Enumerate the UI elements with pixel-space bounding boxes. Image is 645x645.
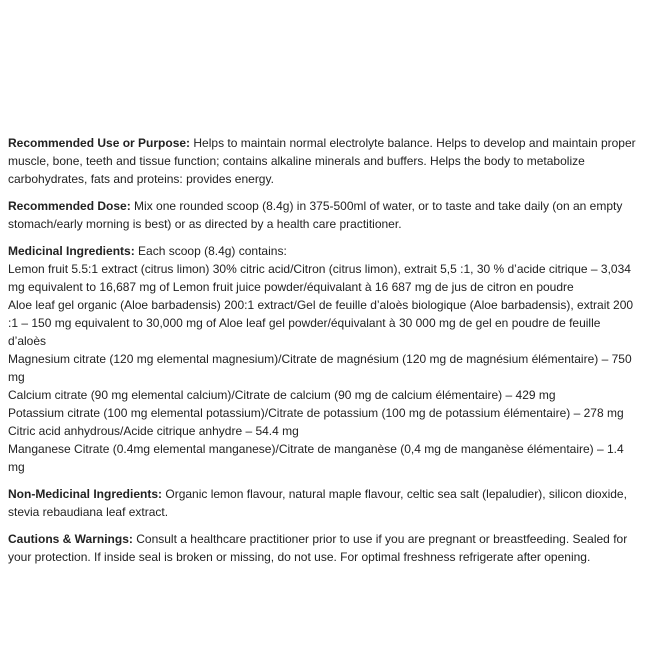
medicinal-ingredients-intro: Each scoop (8.4g) contains: — [138, 244, 287, 258]
cautions-section — [8, 530, 638, 566]
recommended-dose-label: Recommended Dose: — [8, 199, 131, 213]
cautions-text: Consult a healthcare practitioner prior to use if you are pregnant or breastfeeding. Sealed for your protection. If inside seal is broken or missing, do not use. For optimal freshness refrigerate after opening. — [8, 532, 628, 564]
medicinal-ingredients-header — [8, 242, 638, 260]
recommended-use-text: Helps to maintain normal electrolyte balance. Helps to develop and maintain proper muscle, bone, teeth and tissue function; contains alkaline minerals and buffers. Helps the body to metabolize carbohydrates, fats and proteins: provides energy. — [8, 136, 636, 186]
non-medicinal-ingredients-text: Organic lemon flavour, natural maple flavour, celtic sea salt (lepaludier), silicon dioxide, stevia rebaudiana leaf extract. — [8, 487, 627, 519]
ingredient-item: Magnesium citrate (120 mg elemental magnesium)/Citrate de magnésium (120 mg de magnésium élémentaire) – 750 mg — [8, 352, 632, 384]
non-medicinal-ingredients-label: Non-Medicinal Ingredients: — [8, 487, 163, 501]
recommended-dose-paragraph — [8, 197, 638, 233]
non-medicinal-ingredients-paragraph — [8, 485, 638, 521]
recommended-use-paragraph — [8, 134, 638, 188]
recommended-use-label: Recommended Use or Purpose: — [8, 136, 191, 150]
recommended-dose-text: Mix one rounded scoop (8.4g) in 375-500ml of water, or to taste and take daily (on an empty stomach/early morning is best) or as directed by a health care practitioner. — [8, 199, 623, 231]
product-info-document — [8, 134, 638, 575]
non-medicinal-ingredients-section — [8, 485, 638, 521]
ingredient-item: Potassium citrate (100 mg elemental potassium)/Citrate de potassium (100 mg de potassium élémentaire) – 278 mg — [8, 406, 624, 420]
medicinal-ingredients-section — [8, 242, 638, 476]
cautions-paragraph — [8, 530, 638, 566]
recommended-dose-section — [8, 197, 638, 233]
ingredient-item: Citric acid anhydrous/Acide citrique anhydre – 54.4 mg — [8, 424, 299, 438]
ingredient-item: Aloe leaf gel organic (Aloe barbadensis) 200:1 extract/Gel de feuille d’aloès biologique (Aloe barbadensis), extrait 200 :1 – 150 mg equivalent to 30,000 mg of Aloe leaf gel powder/équivalant à 30 000 mg de gel en poudre de feuille d’aloès — [8, 298, 634, 348]
cautions-label: Cautions & Warnings: — [8, 532, 133, 546]
ingredient-item: Calcium citrate (90 mg elemental calcium)/Citrate de calcium (90 mg de calcium élémentaire) – 429 mg — [8, 388, 556, 402]
medicinal-ingredients-label: Medicinal Ingredients: — [8, 244, 135, 258]
recommended-use-section — [8, 134, 638, 188]
ingredient-item: Manganese Citrate (0.4mg elemental manganese)/Citrate de manganèse (0,4 mg de manganèse élémentaire) – 1.4 mg — [8, 442, 624, 474]
ingredient-item: Lemon fruit 5.5:1 extract (citrus limon) 30% citric acid/Citron (citrus limon), extrait 5,5 :1, 30 % d’acide citrique – 3,034 mg equivalent to 16,687 mg of Lemon fruit juice powder/équivalant à 16 687 mg de jus de citron en poudre — [8, 262, 631, 294]
